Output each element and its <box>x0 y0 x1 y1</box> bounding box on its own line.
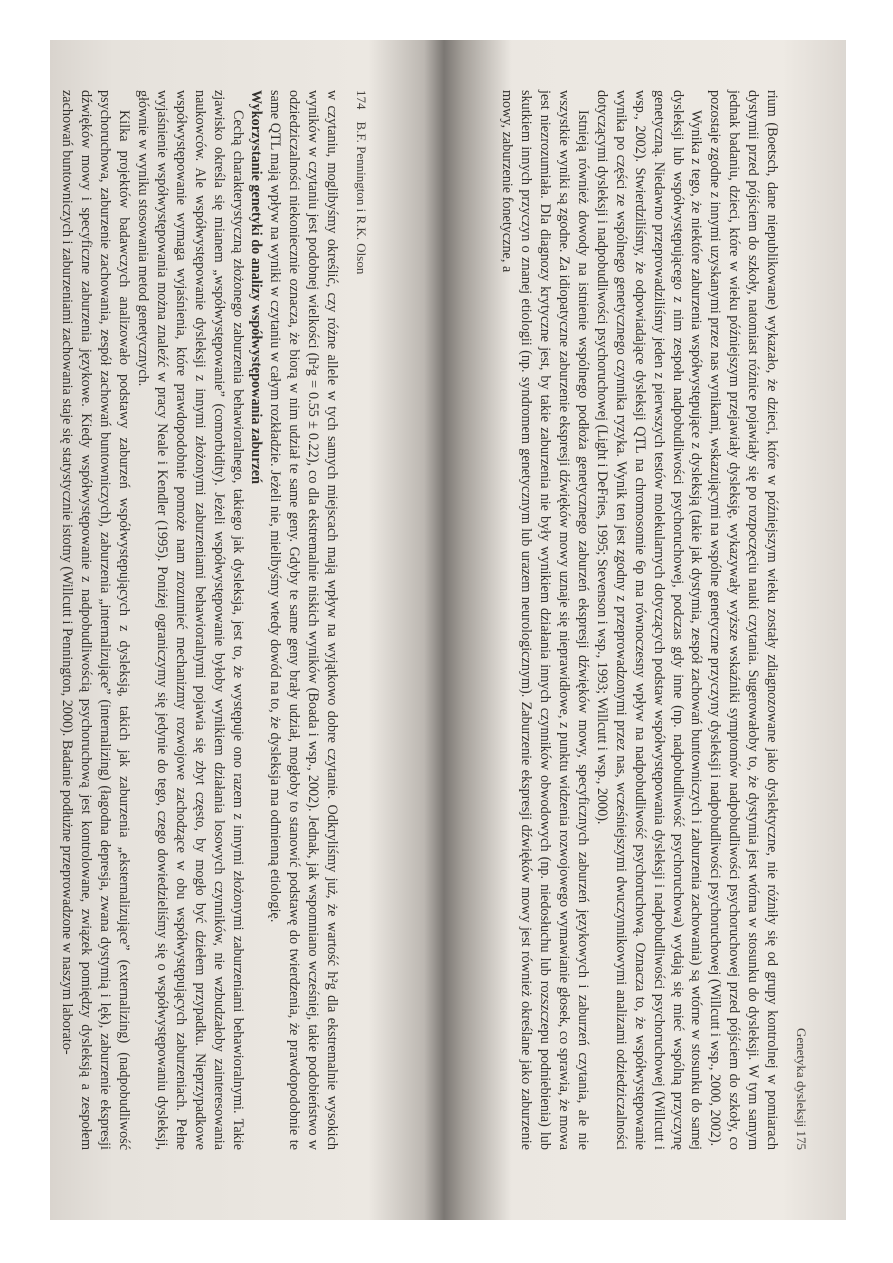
running-head: B.F. Pennington i R.K. Olson <box>354 121 369 275</box>
right-page-header <box>791 50 810 1190</box>
right-page <box>480 50 810 1190</box>
left-page <box>50 50 370 1190</box>
page-number: 175 <box>794 1130 809 1150</box>
body-paragraph: Cechą charakterystyczną złożonego zaburzenia behawioralnego, takiego jak dysleksja, jest to, że występuje ono razem z innymi złożonymi zaburzeniami behawioralnymi. Takie zjawisko określa się mianem „współwystępowanie” (comorbidity). Jeżeli współwystępowanie byłoby wynikiem działania losowych czynników, nie wzbudzałoby zainteresowania naukowców. Ale współwystępowanie dysleksji z innymi złożonymi zaburzeniami behawioralnymi pojawia się zbyt często, by mogło być dziełem przypadku. Nieprzypadkowe współwystępowanie wymaga wyjaśnienia, które prawdopodobnie pomoże nam zrozumieć mechanizmy rozwojowe zachodzące w obu współwystępujących zaburzeniach. Pełne wyjaśnienie współwystępowania można znaleźć w pracy Neale i Kendler (1995). Poniżej ograniczymy się jedynie do tego, czego dowiedzieliśmy się o współwystępowaniu dysleksji, głównie w wyniku stosowania metod genetycznych. <box>135 90 246 1150</box>
left-page-header <box>351 50 370 1190</box>
body-paragraph: Wynika z tego, że niektóre zaburzenia współwystępujące z dysleksją (takie jak dystymia, zespół zachowań buntowniczych i zaburzenia zachowania) są wtórne w stosunku do samej dysleksji lub współwystępującego z nim zespołu nadpobudliwości psychoruchowej, podczas gdy inne (np. nadpobudliwość psychoruchowa) wydają się mieć wspólną przyczynę genetyczną. Niedawno przeprowadziliśmy jeden z pierwszych testów molekularnych dotyczących podstaw współwystępowania dysleksji i nadpobudliwości psychoruchowej (Willcutt i wsp., 2002). Stwierdziliśmy, że odpowiadające dysleksji QTL na chromosomie 6p ma równoczesny wpływ na nadpobudliwość psychoruchową. Oznacza to, że współwystępowanie wynika po części ze wspólnego genetycznego czynnika ryzyka. Wynik ten jest zgodny z przeprowadzonymi przez nas, wcześniejszymi dwuczynnikowymi analizami odziedziczalności dotyczącymi dysleksji i nadpobudliwości psychoruchowej (Light i DeFries, 1995; Stevenson i wsp., 1993; Willcutt i wsp., 2000). <box>593 90 705 1150</box>
section-heading: Wykorzystanie genetyki do analizy współwystępowania zaburzeń <box>248 90 265 484</box>
body-paragraph: Istnieją również dowody na istnienie wspólnego podłoża genetycznego zaburzeń ekspresji dźwięków mowy, specyficznych zaburzeń językowych i zaburzeń czytania, ale nie wszystkie wyniki są zgodne. Za idiopatyczne zaburzenie ekspresji dźwięków mowy uznaje się nieprawidłowe, z punktu widzenia rozwojowego wymawianie głosek, co sprawia, że mowa jest niezrozumiała. Dla diagnozy krytyczne jest, by takie zaburzenia nie były wynikiem działania innych czynników obwodowych (np. niedosłuchu lub rozszczepu podniebienia) lub skutkiem innych przyczyn o znanej etiologii (np. syndromem genetycznym lub urazem neurologicznym). Zaburzenie ekspresji dźwięków mowy jest również określane jako zaburzenie mowy, zaburzenie fonetyczne, a <box>499 90 592 1150</box>
scanned-book-spread <box>50 40 846 1220</box>
left-page-body <box>58 50 342 1190</box>
body-paragraph: Kilka projektów badawczych analizowało podstawy zaburzeń współwystępujących z dysleksją, takich jak zaburzenia „eksternalizujące” (externalizing) (nadpobudliwość psychoruchowa, zaburzenie zachowania, zespół zachowań buntowniczych), zaburzenia „internalizujące” (internalizing) (łagodna depresja, zwana dystymią i lęk), zaburzenie ekspresji dźwięków mowy i specyficzne zaburzenia językowe. Kiedy współwystępowanie z nadpobudliwością psychoruchową jest kontrolowane, związek pomiędzy dysleksją a zespołem zachowań buntowniczych i zaburzeniami zachowania staje się statystycznie istotny (Willcutt i Pennington, 2000). Badanie podłużne przeprowadzone w naszym laborato- <box>59 90 133 1150</box>
page-number: 174 <box>354 90 369 110</box>
body-paragraph: rium (Boetsch, dane niepublikowane) wykazało, że dzieci, które w późniejszym wieku zostały zdiagnozowane jako dyslektyczne, nie różniły się od grupy kontrolnej w pomiarach dystymii przed pójściem do szkoły, natomiast różnice pojawiały się po rozpoczęciu nauki czytania. Sugerowałoby to, że dystymia jest wtórna w stosunku do dysleksji. W tym samym jednak badaniu, dzieci, które w wieku późniejszym przejawiały dysleksję, wykazywały wyższe wskaźniki symptomów nadpobudliwości psychoruchowej przed pójściem do szkoły, co pozostaje zgodne z innymi uzyskanymi przez nas wynikami, wskazującymi na wspólne genetyczne przyczyny dysleksji i nadpobudliwości psychoruchowej (Willcutt i wsp., 2000, 2002). <box>707 90 781 1150</box>
right-page-body <box>498 50 782 1190</box>
body-paragraph: w czytaniu, moglibyśmy określić, czy różne allele w tych samych miejscach mają wpływ na wyjątkowo dobre czytanie. Odkryliśmy już, że wartość h²g dla ekstremalnie wysokich wyników w czytaniu jest podobnej wielkości (h²g = 0.55 ± 0.22), co dla ekstremalnie niskich wyników (Boada i wsp., 2002). Jednak, jak wspomniano wcześniej, takie podobieństwo w odziedziczalności niekoniecznie oznacza, że biorą w nim udział te same geny. Gdyby te same geny brały udział, mogłoby to stanowić podstawę do twierdzenia, że prawdopodobnie te same QTL mają wpływ na wyniki w czytaniu w całym rozkładzie. Jeżeli nie, mielibyśmy wtedy dowód na to, że dysleksja ma odmienną etiologię. <box>267 90 341 1150</box>
running-head: Genetyka dysleksji <box>794 1027 809 1128</box>
